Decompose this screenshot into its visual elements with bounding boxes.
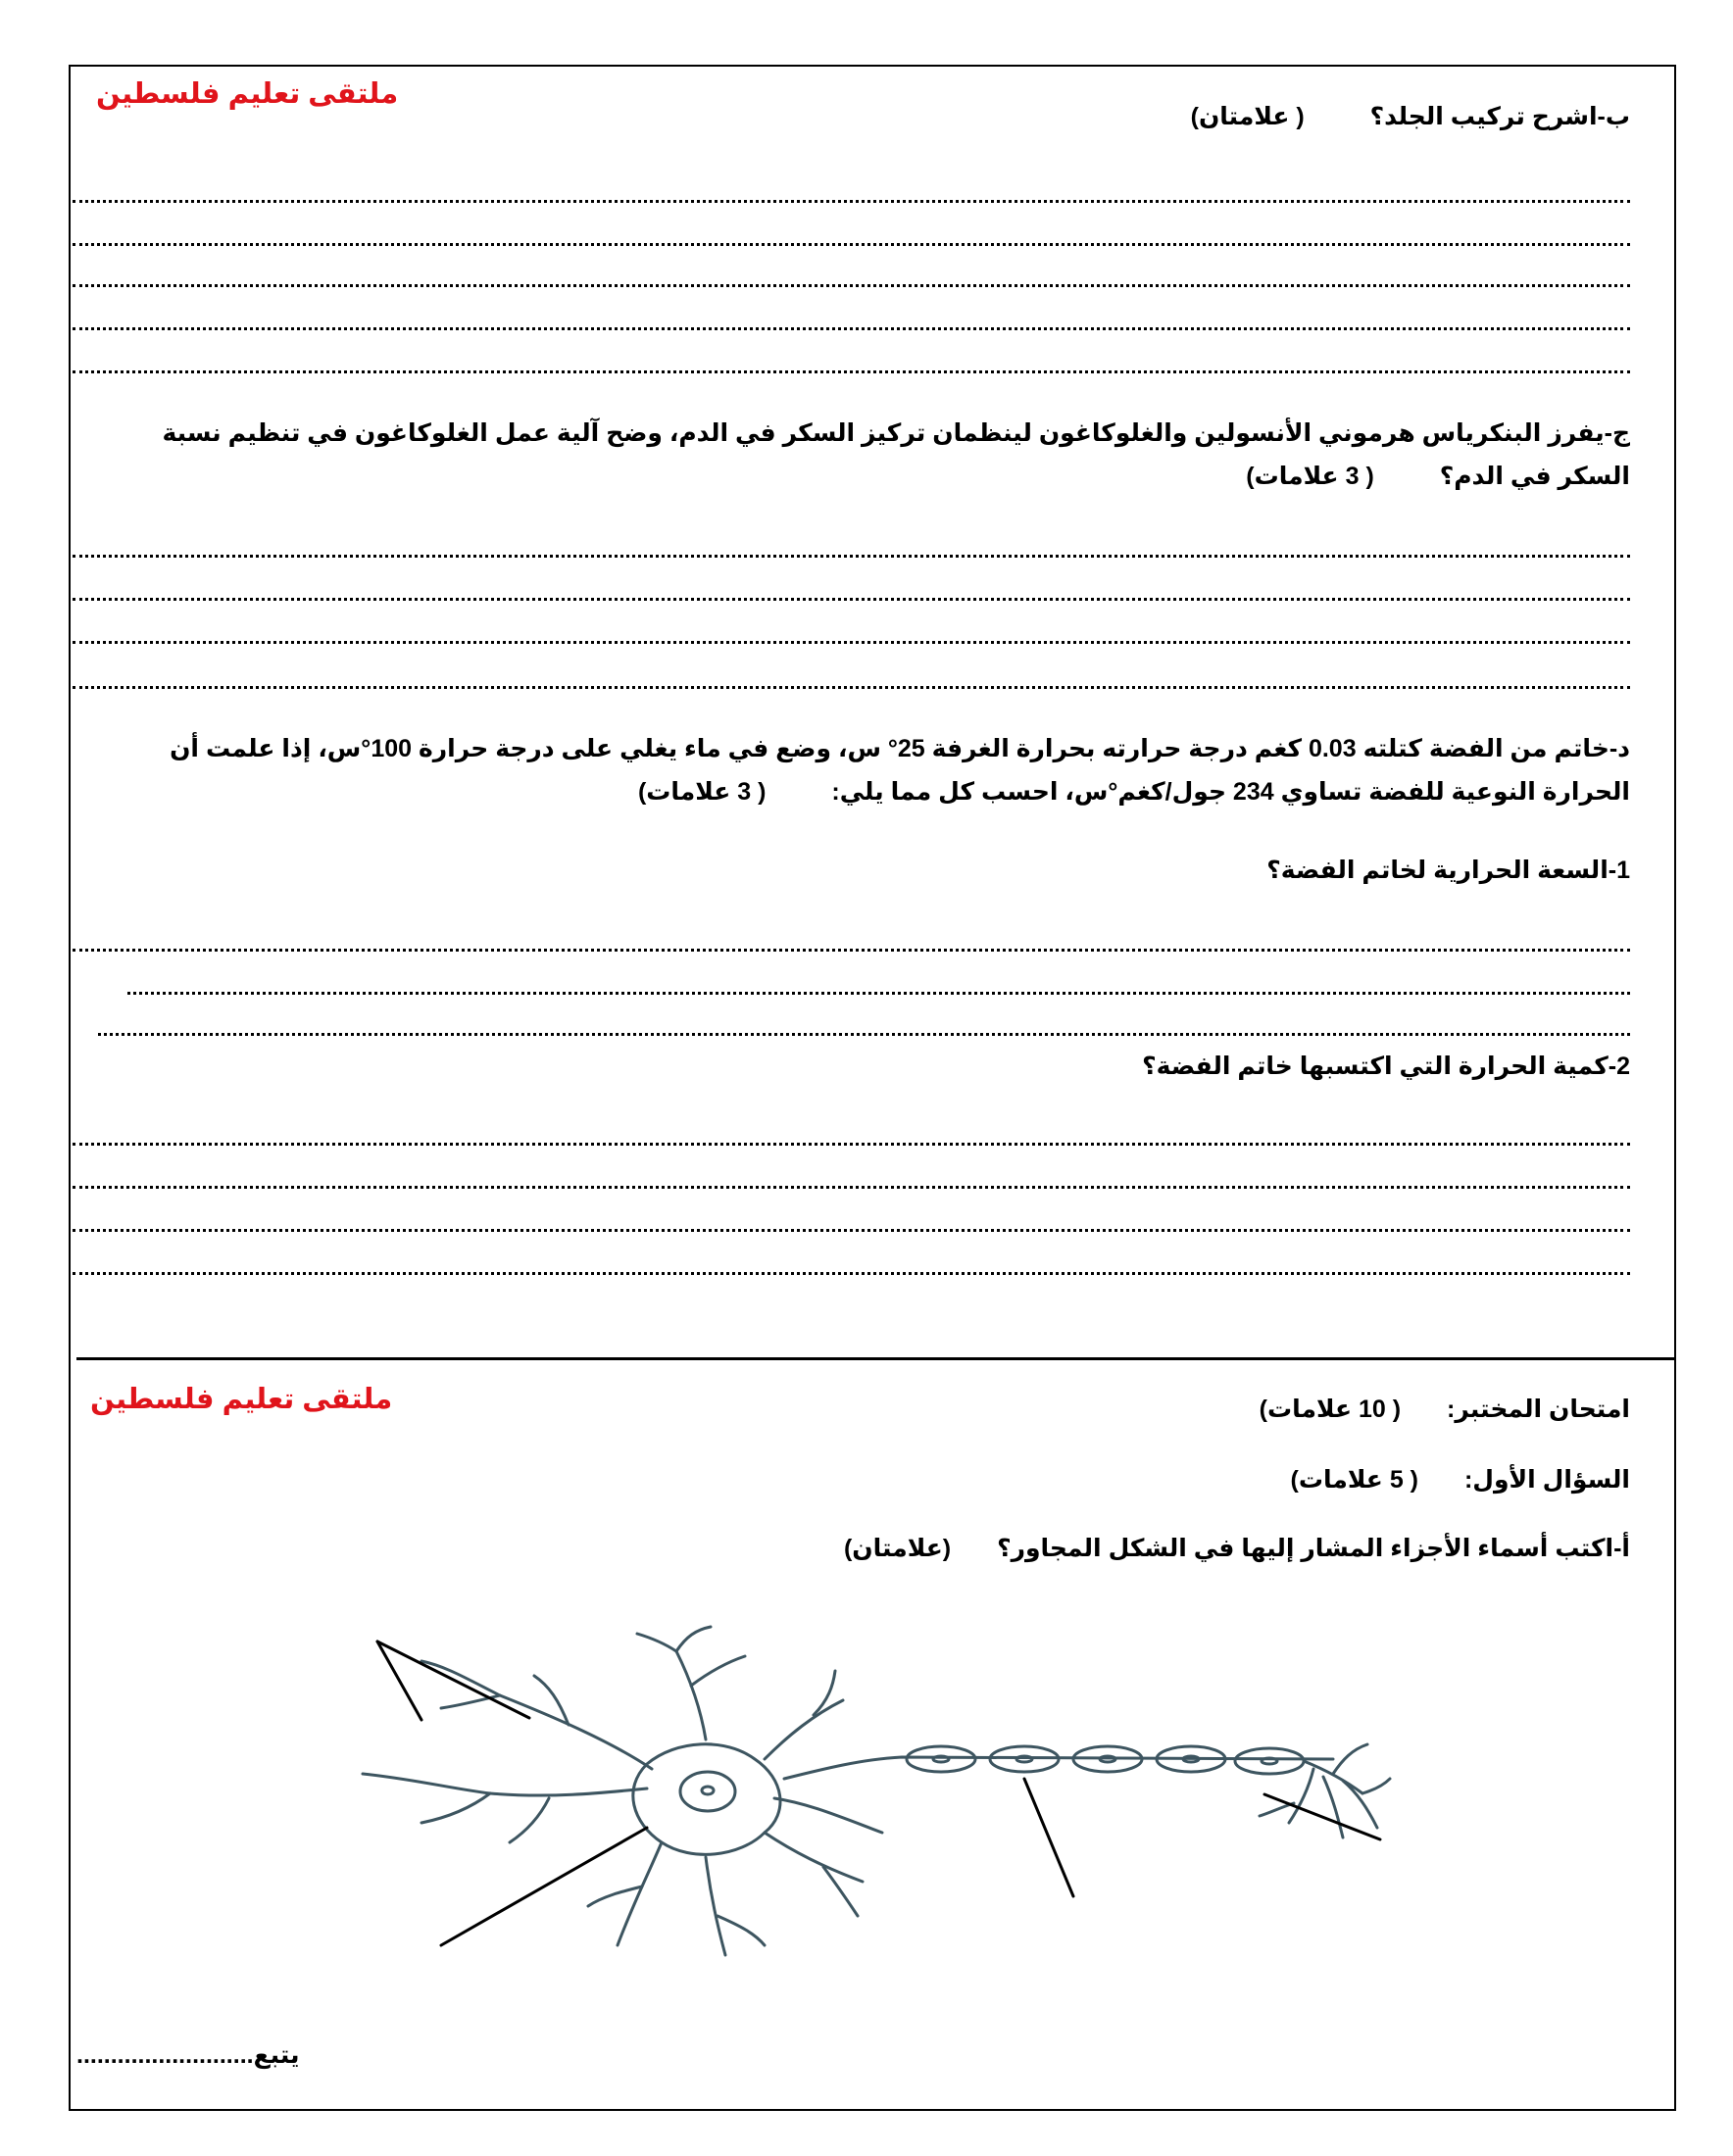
watermark-bottom: ملتقى تعليم فلسطين: [90, 1384, 393, 1415]
dendrite: [676, 1627, 711, 1651]
question-a-text: أ-اكتب أسماء الأجزاء المشار إليها في الشكل المجاور؟: [997, 1535, 1630, 1562]
answer-line[interactable]: [73, 370, 1630, 373]
axon-terminal: [1333, 1744, 1367, 1774]
first-question-text: السؤال الأول:: [1463, 1466, 1630, 1494]
answer-line[interactable]: [73, 200, 1630, 203]
answer-line[interactable]: [73, 686, 1630, 689]
dendrite: [618, 1842, 662, 1945]
question-c: [142, 412, 1630, 498]
answer-line[interactable]: [73, 243, 1630, 246]
answer-line[interactable]: [73, 555, 1630, 558]
question-d2: 2-كمية الحرارة التي اكتسبها خاتم الفضة؟: [1142, 1053, 1630, 1080]
question-d-mark: ( 3 علامات): [637, 778, 767, 806]
axon-terminal: [1343, 1781, 1377, 1828]
myelin-segment: [907, 1746, 975, 1772]
question-b-text: ب-اشرح تركيب الجلد؟: [1369, 103, 1630, 130]
dendrite: [510, 1798, 549, 1842]
question-c-text: ج-يفرز البنكرياس هرموني الأنسولين والغلوكاغون لينظمان تركيز السكر في الدم، وضح آلية عمل الغلوكاغون في تنظيم نسبة السكر في الدم؟: [162, 419, 1630, 490]
answer-line[interactable]: [73, 284, 1630, 287]
question-b: [1191, 95, 1630, 138]
axon-terminal: [1362, 1779, 1390, 1793]
watermark-top: ملتقى تعليم فلسطين: [96, 78, 399, 110]
answer-line[interactable]: [73, 641, 1630, 644]
section-separator: [76, 1357, 1676, 1360]
dendrite: [363, 1774, 647, 1795]
answer-line[interactable]: [73, 327, 1630, 330]
first-question-mark: ( 5 علامات): [1290, 1466, 1419, 1494]
question-c-mark: ( 3 علامات): [1246, 463, 1374, 490]
first-question-heading: [1291, 1458, 1631, 1501]
pointer-line: [1024, 1779, 1073, 1896]
answer-line[interactable]: [73, 1229, 1630, 1232]
answer-line[interactable]: [73, 1272, 1630, 1275]
dendrite: [765, 1833, 863, 1882]
answer-line[interactable]: [98, 1033, 1630, 1036]
pointer-line: [441, 1828, 647, 1945]
answer-line[interactable]: [73, 598, 1630, 601]
neuron-diagram: [353, 1622, 1392, 1975]
lab-exam-mark: ( 10 علامات): [1259, 1396, 1402, 1423]
question-d1: 1-السعة الحرارية لخاتم الفضة؟: [1266, 857, 1630, 884]
dendrite: [706, 1857, 725, 1955]
dendrite: [718, 1916, 765, 1945]
answer-line[interactable]: [73, 949, 1630, 952]
neuron-cell-body: [633, 1744, 780, 1855]
question-d-line2: الحرارة النوعية للفضة تساوي 234 جول/كغم°س، احسب كل مما يلي:: [831, 778, 1630, 806]
lab-exam-text: امتحان المختبر:: [1447, 1396, 1630, 1423]
lab-exam-heading: [1260, 1388, 1630, 1431]
myelin-segment: [1235, 1748, 1304, 1774]
axon-terminal: [1323, 1777, 1343, 1838]
dendrite: [691, 1656, 745, 1686]
dendrite: [637, 1634, 676, 1651]
question-d-line1: د-خاتم من الفضة كتلته 0.03 كغم درجة حرارته بحرارة الغرفة 25° س، وضع في ماء يغلي على درجة حرارة 100°س، إذا علمت أن: [170, 735, 1630, 762]
question-a: [844, 1527, 1630, 1570]
dendrite: [774, 1798, 882, 1833]
answer-line[interactable]: [127, 992, 1630, 995]
answer-line[interactable]: [73, 1143, 1630, 1146]
dendrite: [676, 1651, 706, 1740]
dendrite: [765, 1700, 843, 1759]
axon-terminal: [1289, 1769, 1313, 1823]
footer-continue: يتبع..........................: [76, 2041, 300, 2069]
question-b-mark: ( علامتان): [1190, 103, 1305, 130]
neuron-nucleus: [680, 1772, 735, 1811]
question-d: [170, 727, 1630, 813]
answer-line[interactable]: [73, 1186, 1630, 1189]
dendrite: [814, 1671, 835, 1715]
dendrite: [421, 1793, 490, 1823]
question-a-mark: (علامتان): [843, 1535, 952, 1562]
